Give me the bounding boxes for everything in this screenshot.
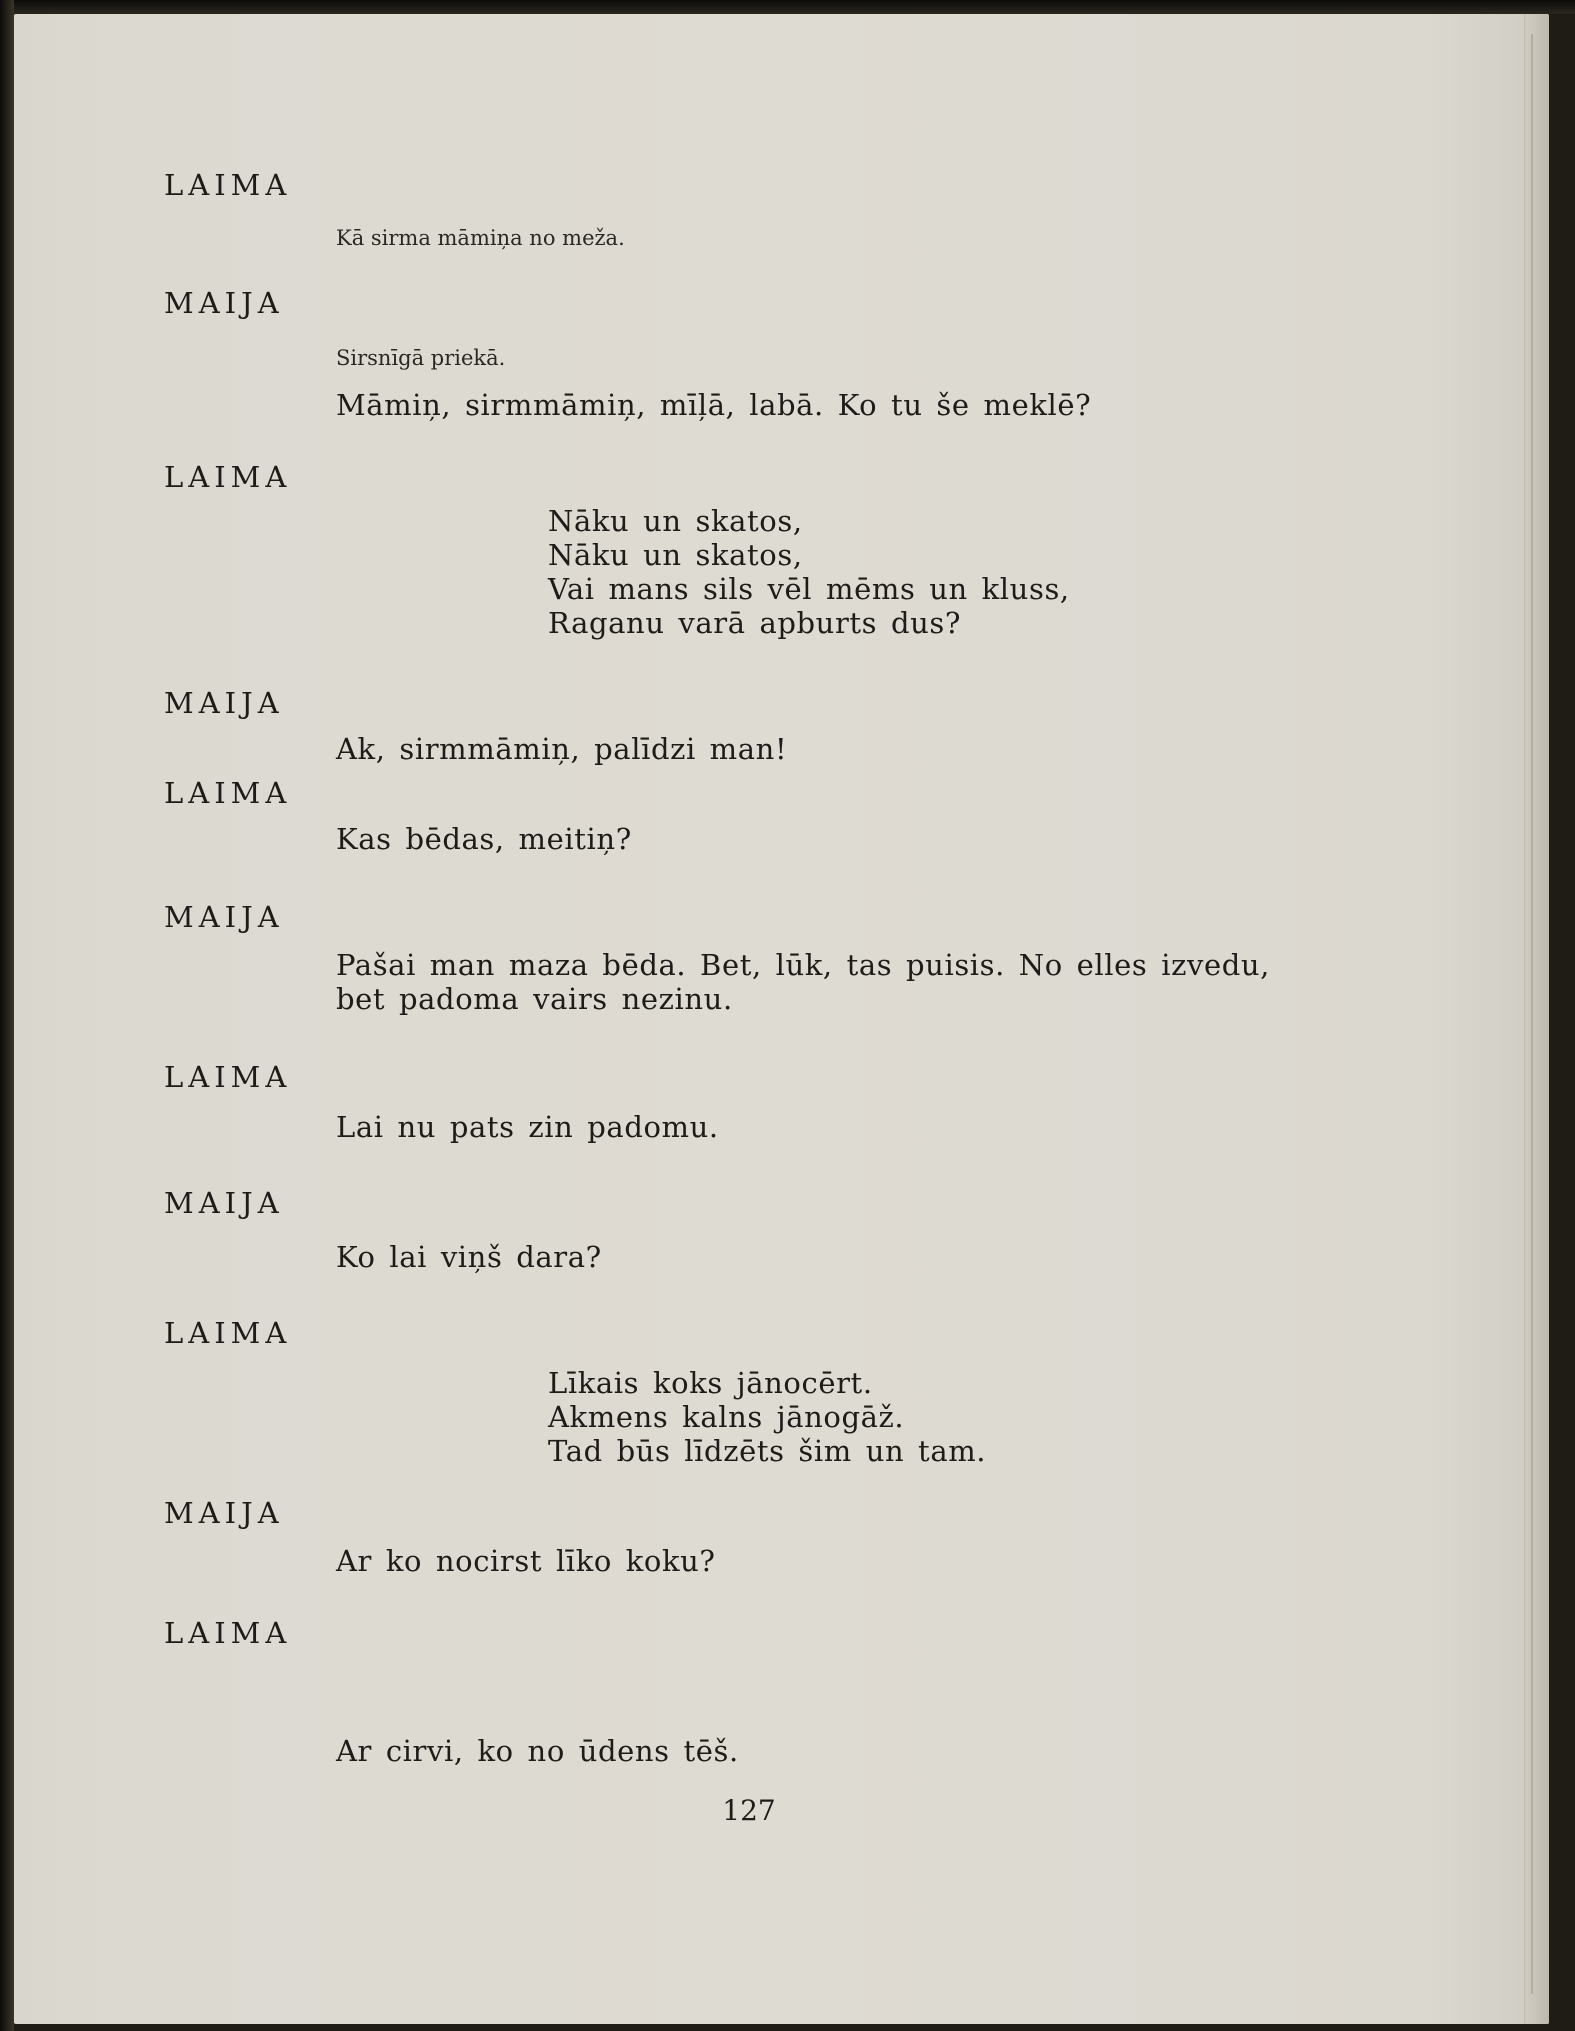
book-gutter [1524,14,1549,2024]
stage-direction: Sirsnīgā priekā. [336,346,506,370]
speaker-laima: LAIMA [164,460,292,494]
dialogue-line: Ak, sirmmāmiņ, palīdzi man! [336,732,788,766]
verse-line: Līkais koks jānocērt. [548,1366,873,1400]
dialogue-line: Ar cirvi, ko no ūdens tēš. [336,1734,739,1768]
speaker-maija: MAIJA [164,1496,284,1530]
speaker-laima: LAIMA [164,168,292,202]
page-left-edge [0,0,14,2031]
speaker-laima: LAIMA [164,1316,292,1350]
gutter-fold-line [1531,34,1533,1994]
page-top-edge [0,0,1575,14]
book-page [14,14,1549,2024]
speaker-maija: MAIJA [164,286,284,320]
speaker-laima: LAIMA [164,1616,292,1650]
speaker-maija: MAIJA [164,686,284,720]
speaker-laima: LAIMA [164,776,292,810]
verse-line: Nāku un skatos, [548,504,803,538]
dialogue-line: Ar ko nocirst līko koku? [336,1544,716,1578]
verse-line: Nāku un skatos, [548,538,803,572]
speaker-maija: MAIJA [164,1186,284,1220]
dialogue-line: Ko lai viņš dara? [336,1240,602,1274]
verse-line: Raganu varā apburts dus? [548,606,962,640]
stage-direction: Kā sirma māmiņa no meža. [336,226,625,250]
verse-line: Vai mans sils vēl mēms un kluss, [548,572,1070,606]
verse-line: Akmens kalns jānogāž. [548,1400,905,1434]
speaker-laima: LAIMA [164,1060,292,1094]
dialogue-line: Lai nu pats zin padomu. [336,1110,719,1144]
dialogue-line: Pašai man maza bēda. Bet, lūk, tas puisis. No elles izvedu, [336,948,1270,982]
dialogue-line: Māmiņ, sirmmāmiņ, mīļā, labā. Ko tu še meklē? [336,388,1092,422]
page-number: 127 [722,1794,776,1827]
verse-line: Tad būs līdzēts šim un tam. [548,1434,987,1468]
dialogue-line: bet padoma vairs nezinu. [336,982,733,1016]
dialogue-line: Kas bēdas, meitiņ? [336,822,632,856]
speaker-maija: MAIJA [164,900,284,934]
